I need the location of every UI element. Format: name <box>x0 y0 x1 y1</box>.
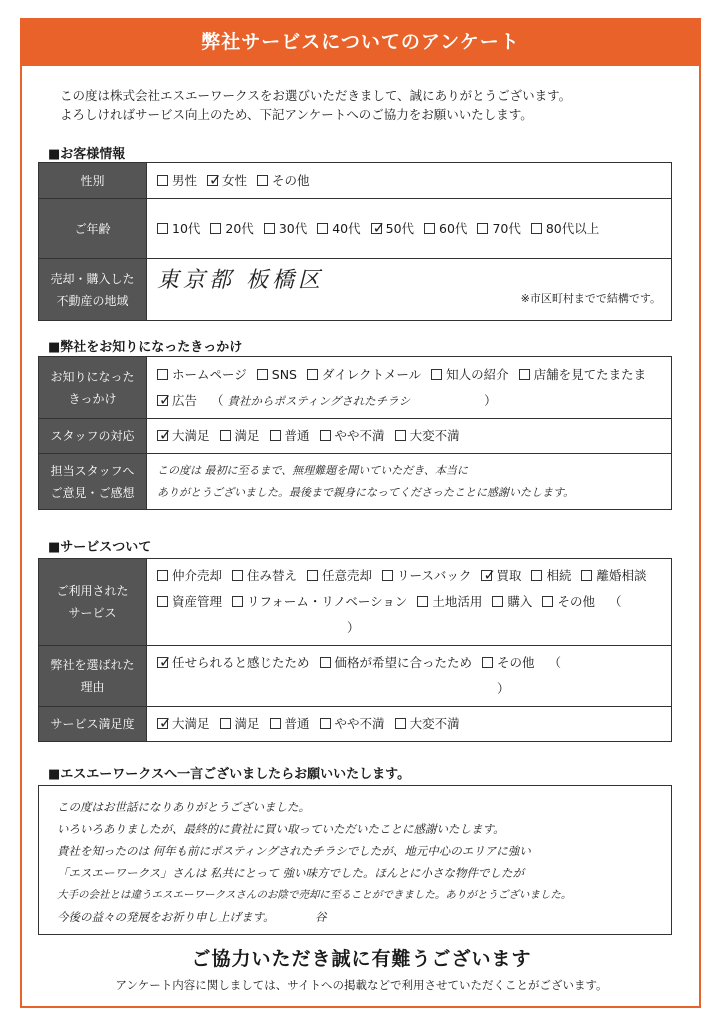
checkbox-option[interactable] <box>157 563 222 589</box>
checkbox-label: リフォーム・リノベーション <box>247 594 408 609</box>
checkbox-label: ダイレクトメール <box>322 366 422 382</box>
checkbox-icon[interactable] <box>395 718 406 729</box>
checkbox-label: リースバック <box>397 568 472 583</box>
section-title-customer: ■お客様情報 <box>48 147 126 162</box>
checkbox-label: 50代 <box>385 220 415 236</box>
message-line: この度はお世話になりありがとうございました。 <box>57 800 310 814</box>
checkbox-icon[interactable] <box>270 430 281 441</box>
checkbox-label: 仲介売却 <box>172 568 223 583</box>
checkbox-icon[interactable] <box>307 369 318 380</box>
checkbox-option[interactable] <box>581 563 646 589</box>
checkbox-icon[interactable] <box>220 430 231 441</box>
checkbox-option[interactable] <box>270 423 310 449</box>
checkbox-label: その他 <box>272 172 310 188</box>
checkbox-option[interactable] <box>482 650 535 676</box>
age-label: ご年齢 <box>39 199 147 259</box>
checkbox-icon[interactable] <box>320 718 331 729</box>
checkbox-icon[interactable] <box>232 570 243 581</box>
staff-comment-label-line: ご意見・ご感想 <box>50 485 135 500</box>
checkbox-option[interactable] <box>157 388 197 414</box>
checkbox-label: 知人の紹介 <box>446 366 509 382</box>
checkbox-label: 大満足 <box>172 428 210 443</box>
checkbox-option[interactable] <box>157 362 247 388</box>
satisfaction-label: サービス満足度 <box>39 707 147 742</box>
area-label-line: 売却・購入した <box>50 271 135 286</box>
checkbox-option[interactable] <box>270 711 310 737</box>
checkbox-option[interactable] <box>481 563 521 589</box>
checkbox-label: 資産管理 <box>172 594 223 609</box>
area-value: 東京都 板橋区 <box>157 267 324 293</box>
checkbox-label: 10代 <box>172 220 201 236</box>
checkbox-option[interactable] <box>417 589 482 615</box>
checkbox-icon[interactable] <box>542 596 553 607</box>
checkbox-option[interactable] <box>157 650 310 676</box>
checkbox-label: 任せられると感じたため <box>172 655 310 670</box>
staff-comment-line: ありがとうございました。最後まで親身になってくださったことに感謝いたします。 <box>157 485 575 499</box>
satisfaction-options <box>147 707 672 742</box>
checkbox-label: 30代 <box>278 220 308 236</box>
checkbox-option[interactable] <box>232 563 297 589</box>
ad-detail: 貴社からポスティングされたチラシ <box>227 393 411 408</box>
checkbox-checked-icon[interactable] <box>157 657 168 668</box>
reason-paren-open: （ <box>548 655 562 670</box>
checkbox-option[interactable] <box>157 423 210 449</box>
checkbox-label: 70代 <box>492 220 521 236</box>
checkbox-label: 大変不満 <box>409 428 460 443</box>
checkbox-icon[interactable] <box>210 223 221 234</box>
intro-text <box>60 86 670 124</box>
checkbox-icon[interactable] <box>492 596 503 607</box>
message-box[interactable] <box>38 785 672 935</box>
used-service-label <box>39 559 147 646</box>
area-note: ※市区町村までで結構です。 <box>520 291 661 305</box>
section-title-service: ■サービスついて <box>48 540 152 555</box>
service-table <box>38 558 672 742</box>
checkbox-checked-icon[interactable] <box>157 395 168 406</box>
staff-options <box>147 419 672 454</box>
checkbox-option[interactable] <box>382 563 471 589</box>
checkbox-option[interactable] <box>232 589 407 615</box>
checkbox-label: 店舗を見てたまたま <box>533 366 647 382</box>
checkbox-icon[interactable] <box>531 570 542 581</box>
reason-label <box>39 646 147 707</box>
checkbox-icon[interactable] <box>157 570 168 581</box>
used-paren-close: ） <box>347 620 360 635</box>
area-value-cell[interactable] <box>147 259 672 321</box>
reason-paren-close: ） <box>497 681 510 696</box>
trigger-options <box>147 357 672 419</box>
thanks-heading: ご協力いただき誠に有難うございます <box>191 948 532 970</box>
checkbox-label: やや不満 <box>334 428 385 443</box>
checkbox-label: やや不満 <box>334 716 385 731</box>
checkbox-option[interactable] <box>320 650 473 676</box>
checkbox-checked-icon[interactable] <box>371 223 382 234</box>
checkbox-option[interactable] <box>431 362 509 388</box>
customer-info-table <box>38 162 672 321</box>
checkbox-label: 相続 <box>546 568 572 583</box>
checkbox-icon[interactable] <box>320 657 331 668</box>
awareness-table <box>38 356 672 510</box>
checkbox-label: 購入 <box>507 594 533 609</box>
message-line: 「エスエーワークス」さんは 私共にとって 強い味方でした。ほんとに小さな物件でしたが <box>57 866 524 880</box>
ad-paren-open: （ <box>211 392 224 408</box>
checkbox-option[interactable] <box>424 216 467 242</box>
checkbox-option[interactable] <box>157 589 222 615</box>
checkbox-option[interactable] <box>210 216 253 242</box>
section-title-awareness: ■弊社をお知りになったきっかけ <box>48 340 243 355</box>
checkbox-icon[interactable] <box>232 596 243 607</box>
checkbox-checked-icon[interactable] <box>207 175 218 186</box>
trigger-label-line: お知りになった <box>50 369 135 384</box>
message-line: 貴社を知ったのは 何年も前にポスティングされたチラシでしたが、地元中心のエリアに強い <box>57 844 531 858</box>
checkbox-option[interactable] <box>477 216 520 242</box>
checkbox-label: 買取 <box>496 568 522 583</box>
checkbox-icon[interactable] <box>157 369 168 380</box>
checkbox-option[interactable] <box>264 216 307 242</box>
checkbox-label: 普通 <box>284 428 310 443</box>
checkbox-option[interactable] <box>207 168 247 194</box>
checkbox-option[interactable] <box>531 216 599 242</box>
checkbox-option[interactable] <box>492 589 532 615</box>
checkbox-icon[interactable] <box>307 570 318 581</box>
checkbox-icon[interactable] <box>157 175 168 186</box>
checkbox-icon[interactable] <box>157 223 168 234</box>
checkbox-option[interactable] <box>157 216 200 242</box>
trigger-label <box>39 357 147 419</box>
checkbox-icon[interactable] <box>257 175 268 186</box>
checkbox-label: 価格が希望に合ったため <box>334 655 473 670</box>
gender-options <box>147 163 672 199</box>
checkbox-checked-icon[interactable] <box>157 430 168 441</box>
ad-paren-close: ） <box>484 392 497 408</box>
checkbox-icon[interactable] <box>382 570 393 581</box>
checkbox-option[interactable] <box>307 563 372 589</box>
checkbox-checked-icon[interactable] <box>157 718 168 729</box>
message-line: 大手の会社とは違うエスエーワークスさんのお陰で売却に至ることができました。ありがとうございました。 <box>57 889 572 901</box>
checkbox-icon[interactable] <box>519 369 530 380</box>
checkbox-option[interactable] <box>531 563 571 589</box>
checkbox-option[interactable] <box>220 711 260 737</box>
checkbox-label: 普通 <box>284 716 310 731</box>
staff-comment-line: この度は 最初に至るまで、無理難題を聞いていただき、本当に <box>157 463 468 477</box>
area-label-line: 不動産の地域 <box>56 293 129 308</box>
section-title-message: ■エスエーワークスへ一言ございましたらお願いいたします。 <box>48 767 411 782</box>
checkbox-icon[interactable] <box>431 369 442 380</box>
checkbox-label: 広告 <box>172 392 198 408</box>
checkbox-label: 離婚相談 <box>596 568 647 583</box>
checkbox-icon[interactable] <box>270 718 281 729</box>
checkbox-option[interactable] <box>320 711 385 737</box>
checkbox-label: 住み替え <box>247 568 298 583</box>
checkbox-label: 女性 <box>222 172 248 188</box>
checkbox-label: 土地活用 <box>432 594 483 609</box>
gender-label: 性別 <box>39 163 147 199</box>
used-service-label-line: ご利用された <box>56 584 129 598</box>
staff-comment-cell[interactable] <box>147 454 672 510</box>
checkbox-label: その他 <box>497 655 535 670</box>
footer-note: アンケート内容に関しましては、サイトへの掲載などで利用させていただくことがございます。 <box>115 978 608 992</box>
checkbox-option[interactable] <box>395 711 460 737</box>
area-label <box>39 259 147 321</box>
checkbox-option[interactable] <box>542 589 595 615</box>
checkbox-icon[interactable] <box>157 596 168 607</box>
checkbox-label: 20代 <box>225 220 254 236</box>
used-service-options <box>147 559 672 646</box>
staff-comment-label <box>39 454 147 510</box>
checkbox-option[interactable] <box>320 423 385 449</box>
checkbox-icon[interactable] <box>317 223 328 234</box>
checkbox-label: ホームページ <box>172 366 247 382</box>
checkbox-checked-icon[interactable] <box>481 570 492 581</box>
checkbox-icon[interactable] <box>424 223 435 234</box>
staff-comment-label-line: 担当スタッフへ <box>50 463 135 478</box>
checkbox-option[interactable] <box>371 216 414 242</box>
checkbox-label: 40代 <box>332 220 361 236</box>
checkbox-option[interactable] <box>317 216 360 242</box>
checkbox-option[interactable] <box>257 168 310 194</box>
staff-label: スタッフの対応 <box>39 419 147 454</box>
intro-line: よろしければサービス向上のため、下記アンケートへのご協力をお願いいたします。 <box>60 107 533 122</box>
checkbox-icon[interactable] <box>531 223 542 234</box>
checkbox-label: 60代 <box>439 220 468 236</box>
checkbox-option[interactable] <box>257 362 297 388</box>
trigger-label-line: きっかけ <box>68 391 117 406</box>
message-line: 今後の益々の発展をお祈り申し上げます。 谷 <box>57 910 327 924</box>
checkbox-label: その他 <box>557 594 595 609</box>
page-title: 弊社サービスについてのアンケート <box>20 18 701 66</box>
checkbox-option[interactable] <box>220 423 260 449</box>
checkbox-label: 男性 <box>172 172 198 188</box>
checkbox-label: 80代以上 <box>545 220 600 236</box>
checkbox-label: 満足 <box>234 716 260 731</box>
checkbox-label: 大満足 <box>172 716 210 731</box>
checkbox-icon[interactable] <box>264 223 275 234</box>
used-paren-open: （ <box>608 594 622 609</box>
message-line: いろいろありましたが、最終的に貴社に買い取っていただいたことに感謝いたします。 <box>57 822 505 836</box>
checkbox-icon[interactable] <box>257 369 268 380</box>
checkbox-option[interactable] <box>157 711 210 737</box>
checkbox-option[interactable] <box>395 423 460 449</box>
used-service-label-line: サービス <box>68 606 117 620</box>
reason-options <box>147 646 672 707</box>
checkbox-label: SNS <box>271 366 297 382</box>
reason-label-line: 理由 <box>80 680 105 694</box>
reason-label-line: 弊社を選ばれた <box>50 658 135 672</box>
checkbox-icon[interactable] <box>482 657 493 668</box>
checkbox-icon[interactable] <box>220 718 231 729</box>
checkbox-icon[interactable] <box>320 430 331 441</box>
checkbox-option[interactable] <box>519 362 647 388</box>
checkbox-label: 大変不満 <box>409 716 460 731</box>
checkbox-icon[interactable] <box>417 596 428 607</box>
checkbox-label: 任意売却 <box>322 568 373 583</box>
checkbox-icon[interactable] <box>395 430 406 441</box>
checkbox-icon[interactable] <box>581 570 592 581</box>
checkbox-option[interactable] <box>307 362 421 388</box>
age-options <box>147 199 672 259</box>
intro-line: この度は株式会社エスエーワークスをお選びいただきまして、誠にありがとうございます。 <box>60 88 572 103</box>
checkbox-icon[interactable] <box>477 223 488 234</box>
checkbox-option[interactable] <box>157 168 197 194</box>
checkbox-label: 満足 <box>234 428 260 443</box>
